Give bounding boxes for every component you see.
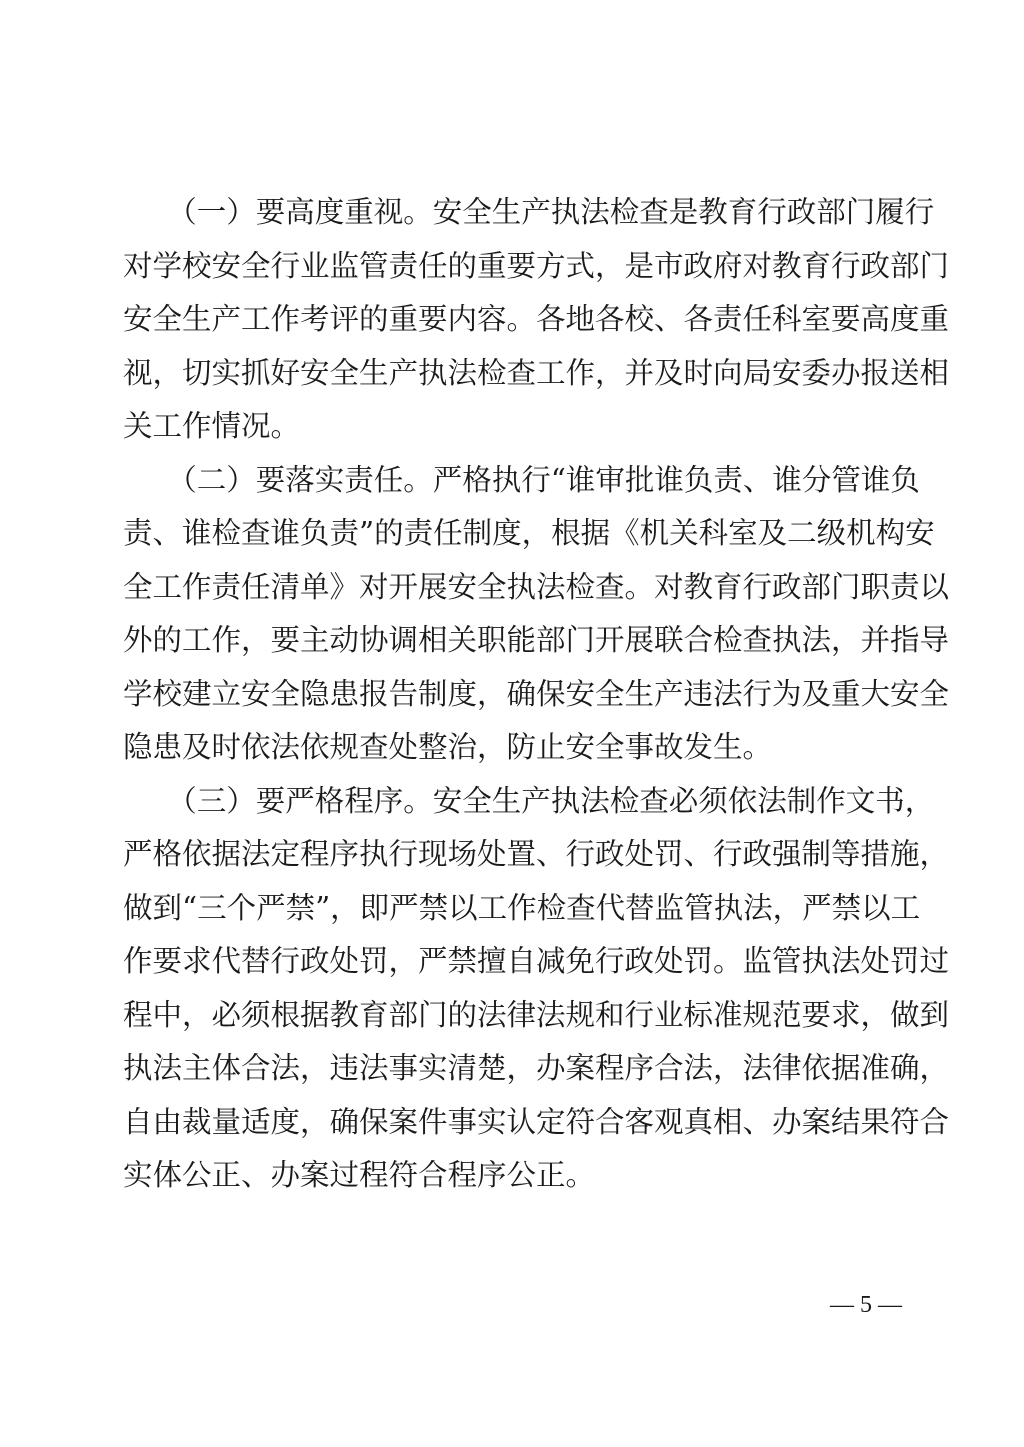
text-line: 对学校安全行业监管责任的重要方式，是市政府对教育行政部门	[123, 248, 950, 283]
text-line: 自由裁量适度，确保案件事实认定符合客观真相、办案结果符合	[123, 1104, 950, 1139]
paragraph-2	[123, 454, 950, 775]
text-line: 执法主体合法，违法事实清楚，办案程序合法，法律依据准确，	[123, 1051, 950, 1085]
text-line: 学校建立安全隐患报告制度，确保安全生产违法行为及重大安全	[123, 676, 950, 711]
text-line: 实体公正、办案过程符合程序公正。	[123, 1158, 596, 1192]
text-line: 做到“三个严禁”，即严禁以工作检查代替监管执法，严禁以工	[123, 890, 921, 925]
paragraph-3	[123, 775, 950, 1203]
text-line: 程中，必须根据教育部门的法律法规和行业标准规范要求，做到	[123, 997, 950, 1032]
text-line: （一）要高度重视。安全生产执法检查是教育行政部门履行	[123, 195, 935, 229]
body-text	[123, 186, 950, 1203]
text-line: 严格依据法定程序执行现场处置、行政处罚、行政强制等措施，	[123, 837, 950, 871]
text-line: 关工作情况。	[123, 409, 301, 443]
text-line: 责、谁检查谁负责”的责任制度，根据《机关科室及二级机构安	[123, 516, 935, 550]
text-line: 全工作责任清单》对开展安全执法检查。对教育行政部门职责以	[123, 569, 950, 604]
paragraph-1	[123, 186, 950, 454]
text-line: 作要求代替行政处罚，严禁擅自减免行政处罚。监管执法处罚过	[123, 944, 950, 978]
page-number: — 5 —	[830, 1292, 902, 1318]
text-line: （二）要落实责任。严格执行“谁审批谁负责、谁分管谁负	[123, 462, 920, 497]
text-line: 安全生产工作考评的重要内容。各地各校、各责任科室要高度重	[123, 302, 950, 336]
text-line: （三）要严格程序。安全生产执法检查必须依法制作文书，	[123, 783, 935, 818]
text-line: 外的工作，要主动协调相关职能部门开展联合检查执法，并指导	[123, 623, 950, 657]
text-line: 隐患及时依法依规查处整治，防止安全事故发生。	[123, 730, 773, 764]
text-line: 视，切实抓好安全生产执法检查工作，并及时向局安委办报送相	[123, 355, 950, 390]
